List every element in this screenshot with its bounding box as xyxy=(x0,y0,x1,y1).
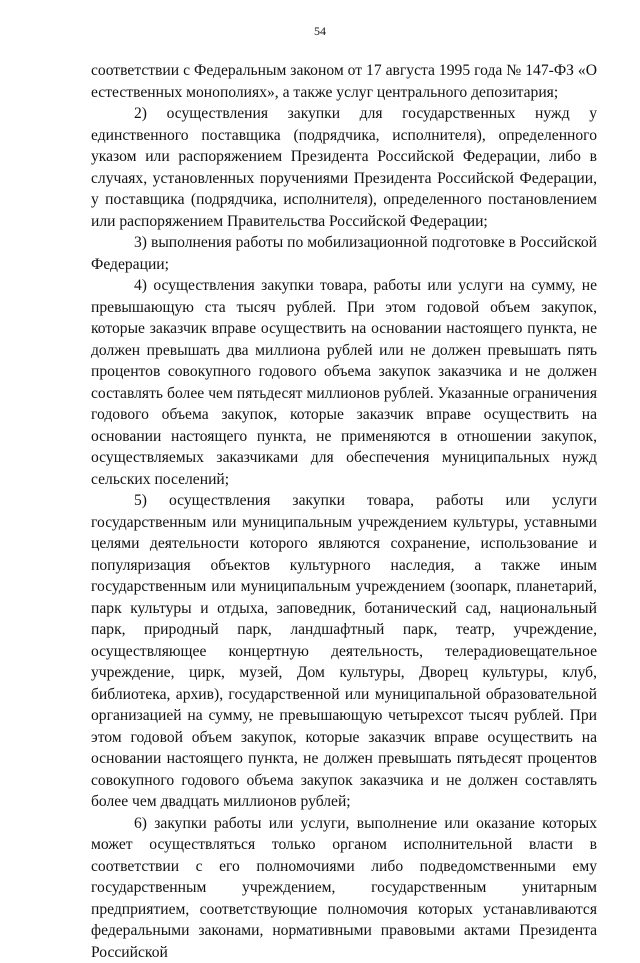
paragraph-continuation: соответствии с Федеральным законом от 17 августа 1995 года № 147-ФЗ «О естественных монополиях», а также услуг центрального депозитария; xyxy=(91,60,597,103)
document-body xyxy=(91,60,597,963)
paragraph-item-3: 3) выполнения работы по мобилизационной подготовке в Российской Федерации; xyxy=(91,232,597,275)
paragraph-item-5: 5) осуществления закупки товара, работы или услуги государственным или муниципальным учреждением культуры, уставными целями деятельности которого являются сохранение, использование и популяризация объектов культурного наследия, а также иным государственным или муниципальным учреждением (зоопарк, планетарий, парк культуры и отдыха, заповедник, ботанический сад, национальный парк, природный парк, ландшафтный парк, театр, учреждение, осуществляющее концертную деятельность, телерадиовещательное учреждение, цирк, музей, Дом культуры, Дворец культуры, клуб, библиотека, архив), государственной или муниципальной образовательной организацией на сумму, не превышающую четырехсот тысяч рублей. При этом годовой объем закупок, которые заказчик вправе осуществить на основании настоящего пункта, не должен превышать пятьдесят процентов совокупного годового объема закупок заказчика и не должен составлять более чем двадцать миллионов рублей; xyxy=(91,490,597,813)
paragraph-item-6: 6) закупки работы или услуги, выполнение или оказание которых может осуществляться только органом исполнительной власти в соответствии с его полномочиями либо подведомственными ему государственным учреждением, государственным унитарным предприятием, соответствующие полномочия которых устанавливаются федеральными законами, нормативными правовыми актами Президента Российской xyxy=(91,813,597,963)
paragraph-item-2: 2) осуществления закупки для государственных нужд у единственного поставщика (подрядчика, исполнителя), определенного указом или распоряжением Президента Российской Федерации, либо в случаях, установленных поручениями Президента Российской Федерации, у поставщика (подрядчика, исполнителя), определенного постановлением или распоряжением Правительства Российской Федерации; xyxy=(91,103,597,232)
paragraph-item-4: 4) осуществления закупки товара, работы или услуги на сумму, не превышающую ста тысяч рублей. При этом годовой объем закупок, которые заказчик вправе осуществить на основании настоящего пункта, не должен превышать два миллиона рублей или не должен превышать пять процентов совокупного годового объема закупок заказчика и не должен составлять более чем пятьдесят миллионов рублей. Указанные ограничения годового объема закупок, которые заказчик вправе осуществить на основании настоящего пункта, не применяются в отношении закупок, осуществляемых заказчиками для обеспечения муниципальных нужд сельских поселений; xyxy=(91,275,597,490)
page-number: 54 xyxy=(0,24,640,38)
